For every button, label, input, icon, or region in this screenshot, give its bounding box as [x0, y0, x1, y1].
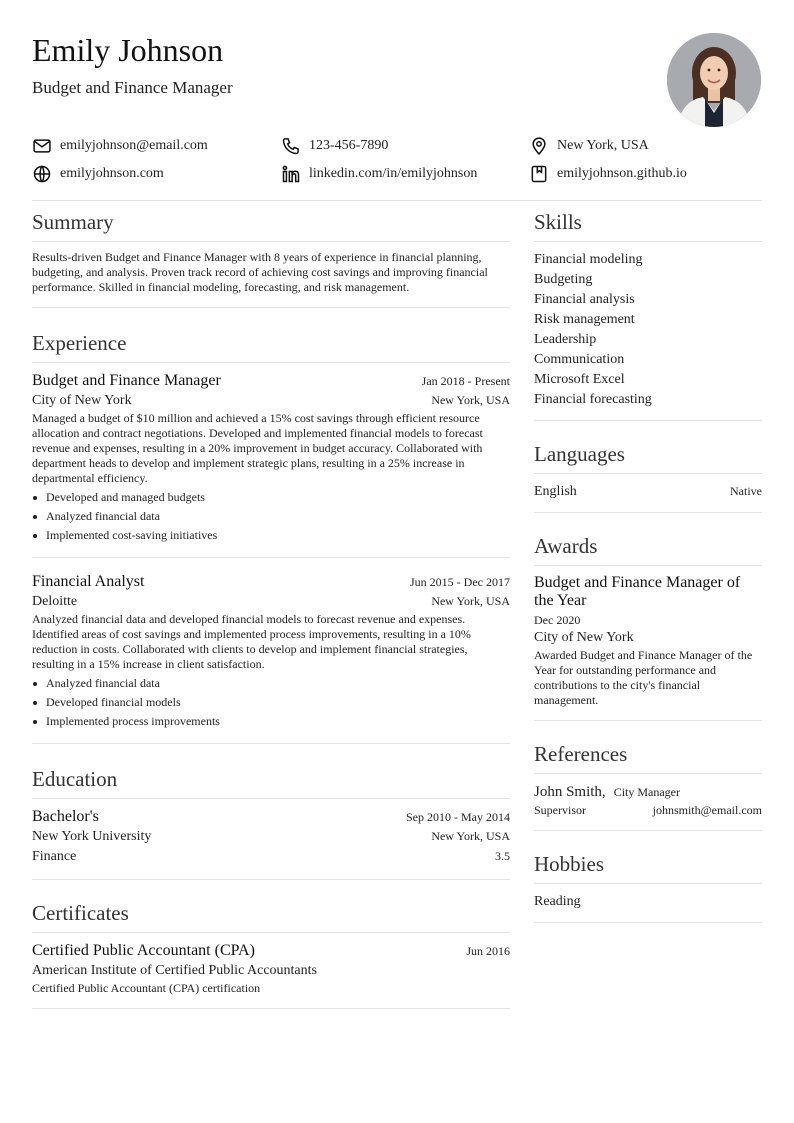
- contact-linkedin[interactable]: [281, 161, 477, 187]
- skill-item: Financial forecasting: [534, 392, 652, 407]
- certificates-section: [32, 880, 510, 1009]
- list-item: Developed financial models: [32, 695, 510, 710]
- awards-section: [534, 513, 762, 721]
- contact-email[interactable]: [32, 133, 208, 159]
- list-item: Developed and managed budgets: [32, 490, 510, 505]
- job-location: New York, USA: [431, 594, 510, 608]
- globe-icon: [32, 164, 52, 184]
- skill-item: Communication: [534, 352, 625, 367]
- languages-section: [534, 421, 762, 513]
- contact-phone[interactable]: [281, 133, 388, 159]
- award-description: Awarded Budget and Finance Manager of the Year for outstanding performance and contributions to the city's financial management.: [534, 648, 753, 707]
- certificate-issuer: American Institute of Certified Public Accountants: [32, 963, 317, 978]
- hobbies-section: [534, 831, 762, 923]
- mail-icon: [32, 136, 52, 156]
- summary-heading: Summary: [32, 201, 510, 242]
- phone-icon: [281, 136, 301, 156]
- certificate-description: Certified Public Accountant (CPA) certification: [32, 981, 261, 995]
- skills-heading: Skills: [534, 201, 762, 242]
- education-field: Finance: [32, 849, 77, 864]
- location-text: New York, USA: [557, 138, 649, 153]
- job-dates: Jan 2018 - Present: [421, 374, 510, 388]
- job-location: New York, USA: [431, 393, 510, 407]
- linkedin-icon: [281, 164, 301, 184]
- profile-photo-illustration: [667, 33, 761, 127]
- experience-entry: [32, 371, 510, 558]
- reference-relation: Supervisor: [534, 803, 586, 817]
- bookmark-icon: [529, 164, 549, 184]
- certificates-heading: Certificates: [32, 892, 510, 933]
- language-level: Native: [730, 484, 762, 498]
- phone-text: 123-456-7890: [309, 138, 389, 153]
- website-text: emilyjohnson.com: [60, 166, 164, 181]
- github-text: emilyjohnson.github.io: [557, 166, 687, 181]
- list-item: Implemented cost-saving initiatives: [32, 528, 510, 543]
- certificate-name: Certified Public Accountant (CPA): [32, 942, 255, 959]
- skill-item: Financial analysis: [534, 292, 635, 307]
- job-company: City of New York: [32, 393, 132, 408]
- skill-item: Budgeting: [534, 272, 593, 287]
- contact-location: [529, 133, 649, 159]
- skill-item: Risk management: [534, 312, 635, 327]
- list-item: Analyzed financial data: [32, 509, 510, 524]
- certificate-date: Jun 2016: [466, 944, 510, 958]
- job-highlights: [32, 676, 510, 729]
- award-awarder: City of New York: [534, 630, 634, 645]
- profile-photo: [667, 33, 761, 127]
- experience-section: [32, 308, 510, 744]
- summary-section: [32, 201, 510, 308]
- experience-heading: Experience: [32, 322, 510, 363]
- job-dates: Jun 2015 - Dec 2017: [410, 575, 510, 589]
- hobby-item: Reading: [534, 894, 581, 909]
- references-heading: References: [534, 733, 762, 774]
- contact-info: [32, 133, 762, 189]
- award-title: Budget and Finance Manager of the Year: [534, 574, 741, 609]
- education-heading: Education: [32, 758, 510, 799]
- languages-heading: Languages: [534, 433, 762, 474]
- job-company: Deloitte: [32, 594, 78, 609]
- side-column: [534, 201, 762, 923]
- contact-website[interactable]: [32, 161, 164, 187]
- references-section: [534, 721, 762, 831]
- job-position: Financial Analyst: [32, 573, 145, 590]
- job-description: Analyzed financial data and developed financial models to forecast revenue and expenses. Identified areas of cost savings and implemented process improvements, resulting in a 10% reduction in costs. Collaborated with clients to develop and implement financial strategies, resulting in a 15% increase in client satisfaction.: [32, 612, 471, 671]
- candidate-name: Emily Johnson: [32, 32, 224, 68]
- experience-entry: [32, 568, 510, 744]
- education-section: [32, 754, 510, 880]
- email-text: emilyjohnson@email.com: [60, 138, 208, 153]
- education-school: New York University: [32, 829, 152, 844]
- skill-item: Financial modeling: [534, 252, 643, 267]
- reference-name: John Smith,: [534, 784, 606, 800]
- reference-entry: [534, 782, 762, 802]
- summary-text: Results-driven Budget and Finance Manager with 8 years of experience in financial planning, budgeting, and analysis. Proven track record of achieving cost savings and improving financial performance. Skilled in financial modeling, forecasting, and risk management.: [32, 250, 488, 294]
- list-item: Implemented process improvements: [32, 714, 510, 729]
- map-pin-icon: [529, 136, 549, 156]
- awards-heading: Awards: [534, 525, 762, 566]
- education-degree: Bachelor's: [32, 808, 99, 825]
- reference-role: City Manager: [613, 785, 681, 799]
- skill-item: Microsoft Excel: [534, 372, 625, 387]
- contact-github[interactable]: [529, 161, 687, 187]
- reference-email[interactable]: johnsmith@email.com: [652, 803, 762, 817]
- list-item: Analyzed financial data: [32, 676, 510, 691]
- skills-section: [534, 201, 762, 421]
- education-location: New York, USA: [431, 829, 510, 843]
- main-column: [32, 201, 510, 1009]
- skill-item: Leadership: [534, 332, 597, 347]
- language-name: English: [534, 484, 577, 499]
- hobbies-heading: Hobbies: [534, 843, 762, 884]
- job-highlights: [32, 490, 510, 543]
- candidate-title: Budget and Finance Manager: [32, 78, 233, 97]
- award-date: Dec 2020: [534, 613, 581, 627]
- education-gpa: 3.5: [495, 849, 510, 863]
- education-dates: Sep 2010 - May 2014: [406, 810, 510, 824]
- job-description: Managed a budget of $10 million and achieved a 15% cost savings through efficient resource allocation and contract negotiations. Developed and implemented financial models to forecast revenue and expenses, resulting in a 20% improvement in budget accuracy. Collaborated with department heads to develop and implement strategic plans, resulting in a 25% increase in departmental efficiency.: [32, 411, 483, 485]
- job-position: Budget and Finance Manager: [32, 372, 221, 389]
- linkedin-text: linkedin.com/in/emilyjohnson: [309, 166, 478, 181]
